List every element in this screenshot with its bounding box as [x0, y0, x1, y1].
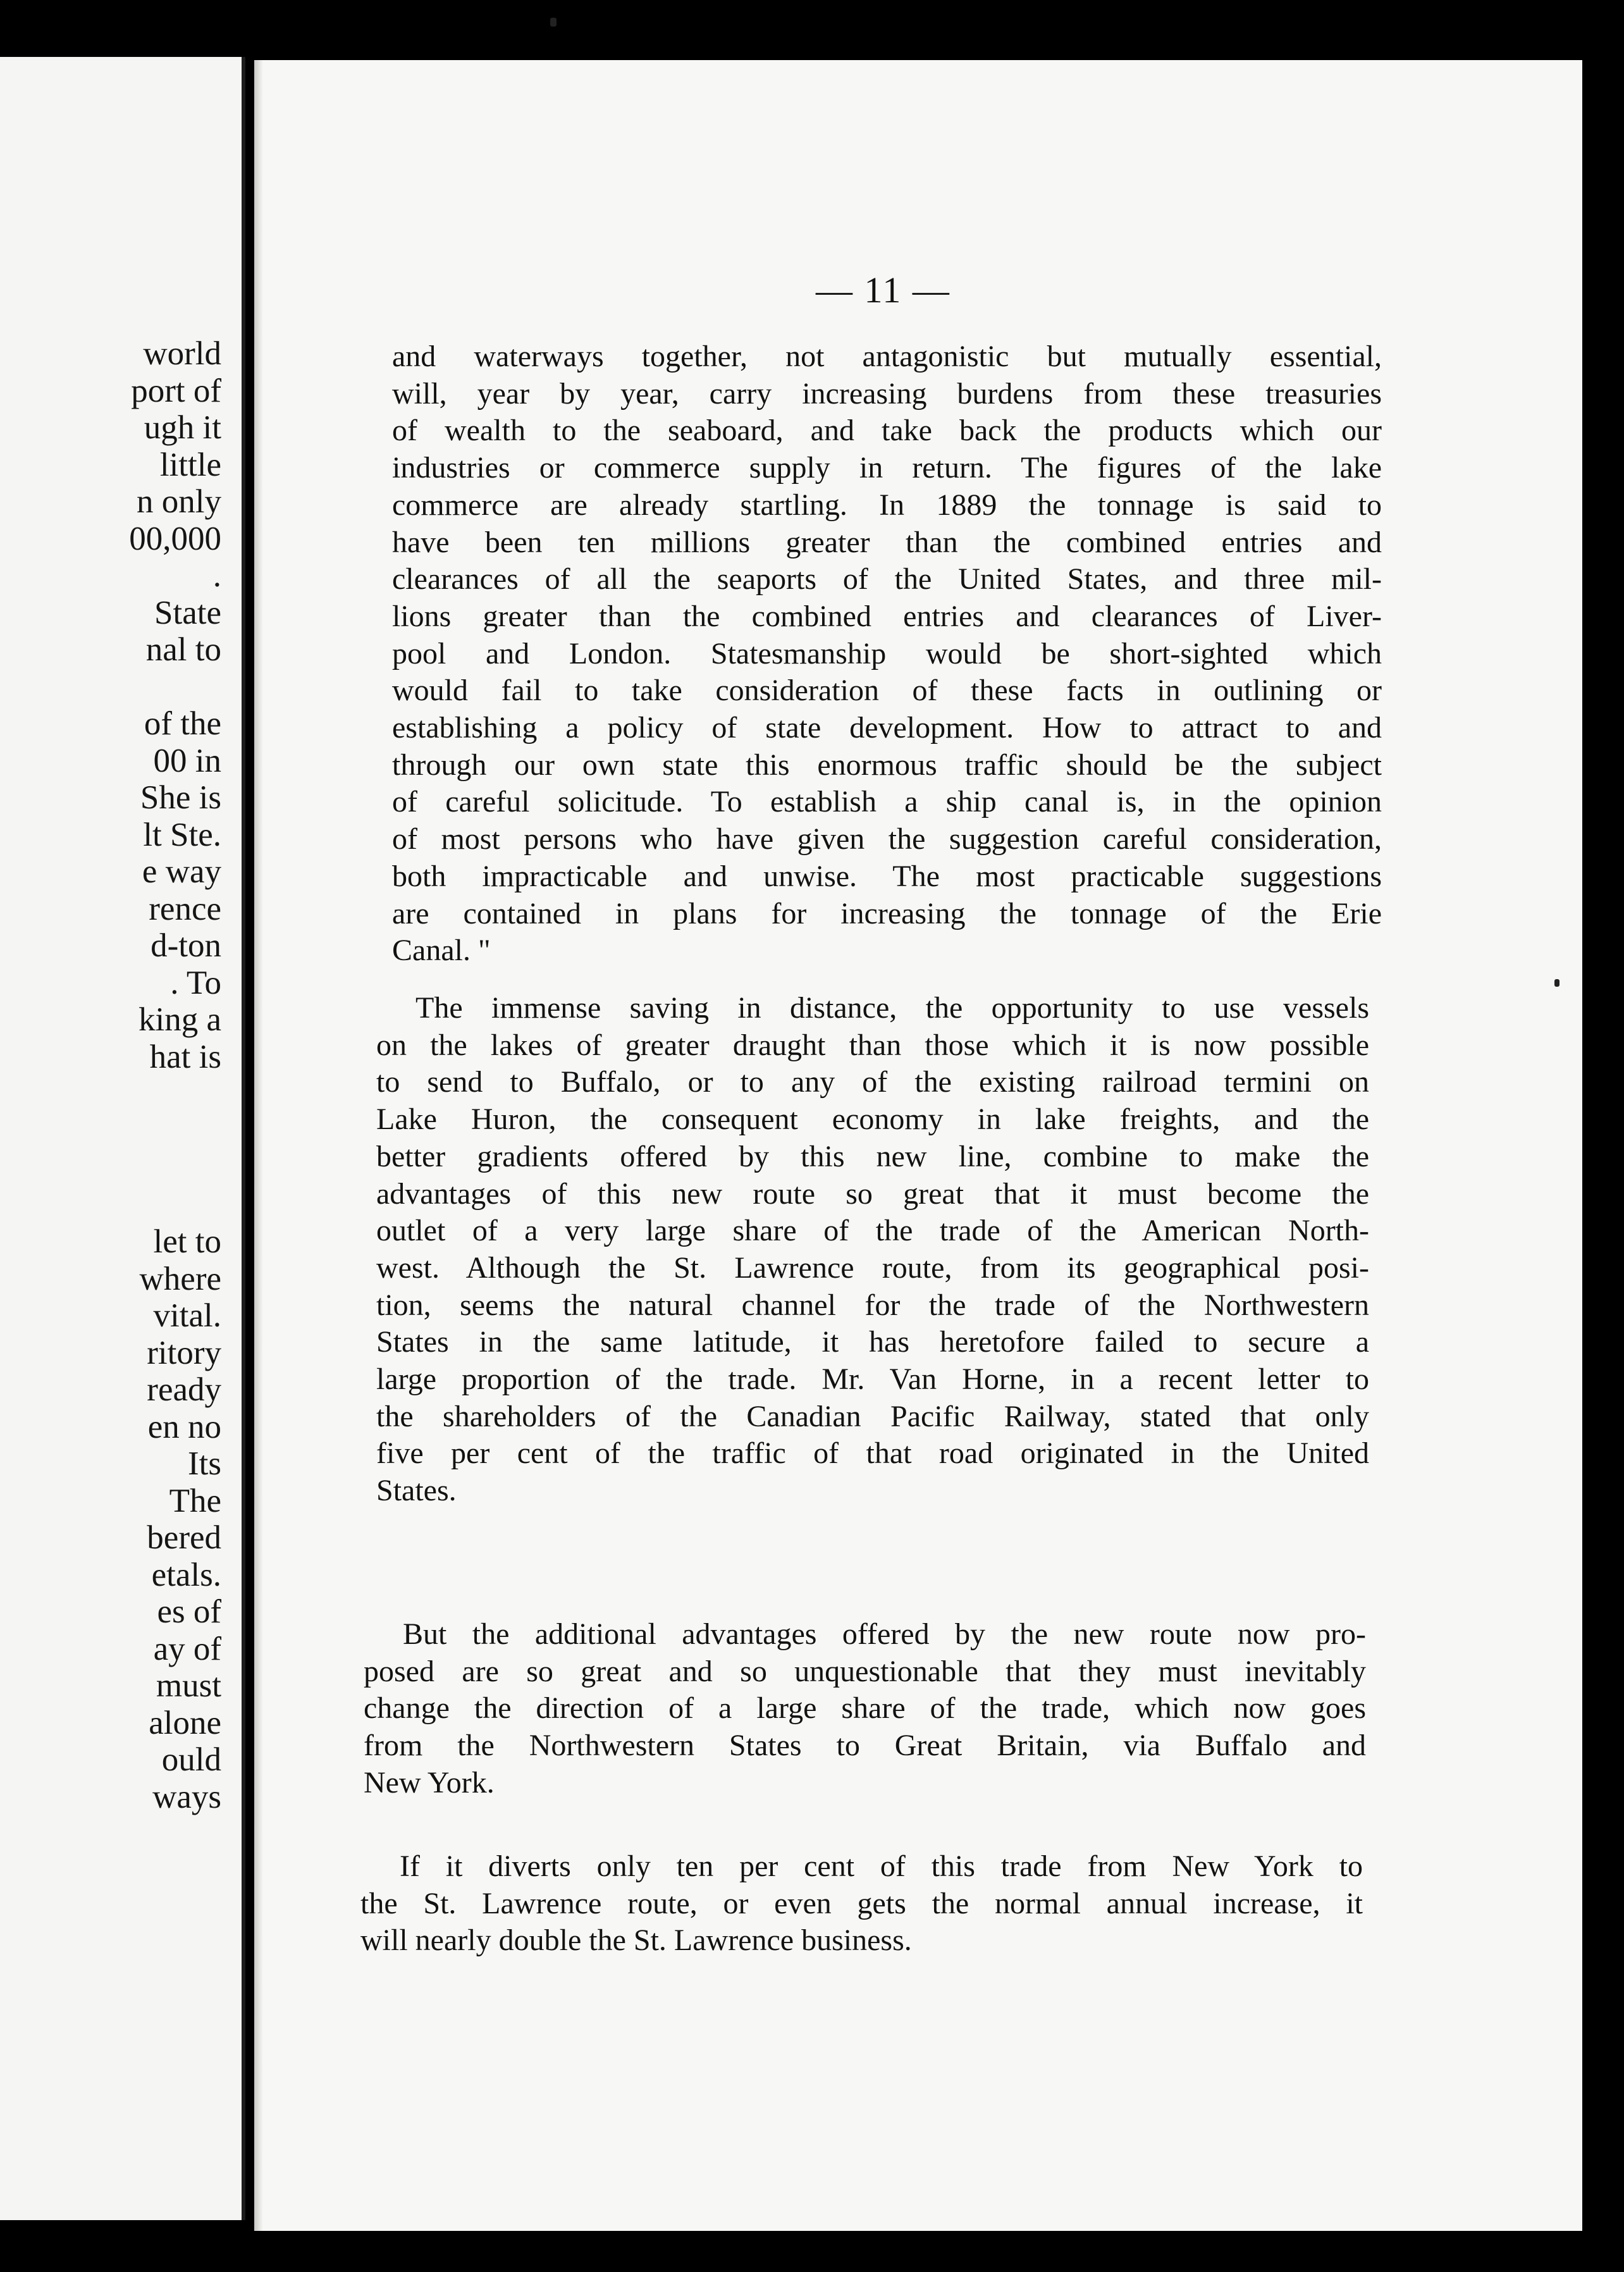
- ink-speck: [550, 18, 557, 27]
- text-line: outlet of a very large share of the trade of the American North-: [376, 1214, 1369, 1248]
- left-page-line: ould: [161, 1741, 221, 1778]
- text-line: west. Although the St. Lawrence route, from its geographical posi-: [376, 1250, 1369, 1285]
- text-line: on the lakes of greater draught than those which it is now possible: [376, 1028, 1369, 1062]
- text-line: of careful solicitude. To establish a ship canal is, in the opinion: [392, 785, 1382, 819]
- left-page-line: ways: [152, 1778, 221, 1815]
- left-page-line: bered: [147, 1519, 221, 1556]
- text-line: clearances of all the seaports of the United States, and three mil-: [392, 562, 1382, 596]
- text-line: Canal. ": [392, 934, 491, 968]
- text-line: the shareholders of the Canadian Pacific Railway, stated that only: [376, 1399, 1369, 1433]
- text-line: through our own state this enormous traffic should be the subject: [392, 748, 1382, 782]
- text-line: New York.: [364, 1765, 495, 1800]
- text-line: States.: [376, 1474, 457, 1508]
- left-page-line: The: [169, 1482, 221, 1519]
- text-line: and waterways together, not antagonistic but mutually essential,: [392, 340, 1382, 373]
- left-page-line: little: [159, 446, 221, 483]
- paragraph: [376, 990, 1369, 1510]
- left-page-line: She is: [140, 779, 221, 816]
- text-line: lions greater than the combined entries and clearances of Liver-: [392, 599, 1382, 633]
- text-line: pool and London. Statesmanship would be short-sighted which: [392, 636, 1382, 670]
- left-page-line: port of: [131, 372, 221, 409]
- left-page-line: let to: [153, 1223, 221, 1260]
- left-page-line: hat is: [149, 1038, 221, 1075]
- text-line: are contained in plans for increasing the tonnage of the Erie: [392, 896, 1382, 930]
- text-line: Lake Huron, the consequent economy in lake freights, and the: [376, 1102, 1369, 1137]
- left-page-line: .: [212, 557, 221, 594]
- text-line: have been ten millions greater than the combined entries and: [392, 525, 1382, 559]
- text-line: States in the same latitude, it has heretofore failed to secure a: [376, 1325, 1369, 1359]
- left-page-line: 00 in: [153, 742, 221, 779]
- left-page-line: ritory: [147, 1334, 221, 1371]
- text-line: If it diverts only ten per cent of this trade from New York to: [400, 1849, 1363, 1883]
- left-page-line: es of: [157, 1593, 221, 1630]
- page-number: — 11 —: [816, 269, 950, 311]
- text-line: posed are so great and so unquestionable that they must inevitably: [364, 1654, 1366, 1688]
- left-page-line: nal to: [145, 631, 221, 668]
- left-page-line: ready: [147, 1371, 221, 1408]
- left-page-line: vital.: [153, 1297, 221, 1334]
- left-page-line: e way: [142, 853, 221, 890]
- left-page-line: d-ton: [151, 927, 221, 964]
- text-line: of wealth to the seaboard, and take back the products which our: [392, 414, 1382, 448]
- quoted-paragraph: [392, 338, 1382, 970]
- paragraph: [364, 1616, 1366, 1802]
- text-line: establishing a policy of state development. How to attract to and: [392, 711, 1382, 745]
- left-page-line: State: [154, 594, 221, 631]
- left-page-line: Its: [188, 1445, 221, 1482]
- text-line: to send to Buffalo, or to any of the existing railroad termini on: [376, 1065, 1369, 1099]
- text-line: from the Northwestern States to Great Britain, via Buffalo and: [364, 1729, 1366, 1763]
- text-line: The immense saving in distance, the opportunity to use vessels: [415, 991, 1369, 1025]
- left-page-line: world: [143, 335, 221, 372]
- left-page-line: where: [139, 1260, 221, 1297]
- left-page-line: etals.: [151, 1556, 221, 1593]
- left-page-line: lt Ste.: [143, 816, 221, 853]
- left-page-line: king a: [138, 1001, 221, 1038]
- left-page-line: must: [156, 1667, 221, 1704]
- text-line: tion, seems the natural channel for the trade of the Northwestern: [376, 1288, 1369, 1322]
- ink-speck: [1554, 979, 1559, 987]
- text-line: But the additional advantages offered by the new route now pro-: [403, 1617, 1366, 1651]
- text-line: industries or commerce supply in return. The figures of the lake: [392, 451, 1382, 485]
- left-page-line: n only: [137, 483, 221, 520]
- gutter-shadow: [254, 60, 263, 2231]
- left-page-line: . To: [170, 964, 221, 1001]
- left-page-line: rence: [149, 890, 221, 927]
- left-page-fragment: [0, 57, 245, 2220]
- text-line: large proportion of the trade. Mr. Van Horne, in a recent letter to: [376, 1362, 1369, 1397]
- text-line: both impracticable and unwise. The most practicable suggestions: [392, 859, 1382, 893]
- text-line: will, year by year, carry increasing burdens from these treasuries: [392, 376, 1382, 411]
- left-page-line: en no: [147, 1408, 221, 1445]
- text-line: would fail to take consideration of these facts in outlining or: [392, 674, 1382, 708]
- left-page-line: alone: [149, 1704, 221, 1741]
- left-page-line: ugh it: [144, 409, 221, 446]
- text-line: the St. Lawrence route, or even gets the normal annual increase, it: [360, 1886, 1363, 1920]
- left-page-line: ay of: [153, 1630, 221, 1667]
- text-line: will nearly double the St. Lawrence business.: [360, 1923, 912, 1958]
- paragraph: [360, 1848, 1363, 1960]
- text-line: advantages of this new route so great that it must become the: [376, 1176, 1369, 1211]
- text-line: change the direction of a large share of the trade, which now goes: [364, 1691, 1366, 1726]
- text-line: better gradients offered by this new line, combine to make the: [376, 1139, 1369, 1173]
- left-page-line: 00,000: [129, 520, 221, 557]
- text-line: five per cent of the traffic of that road originated in the United: [376, 1436, 1369, 1471]
- text-line: commerce are already startling. In 1889 the tonnage is said to: [392, 488, 1382, 522]
- text-line: of most persons who have given the suggestion careful consideration,: [392, 822, 1382, 856]
- left-page-line: of the: [144, 705, 221, 742]
